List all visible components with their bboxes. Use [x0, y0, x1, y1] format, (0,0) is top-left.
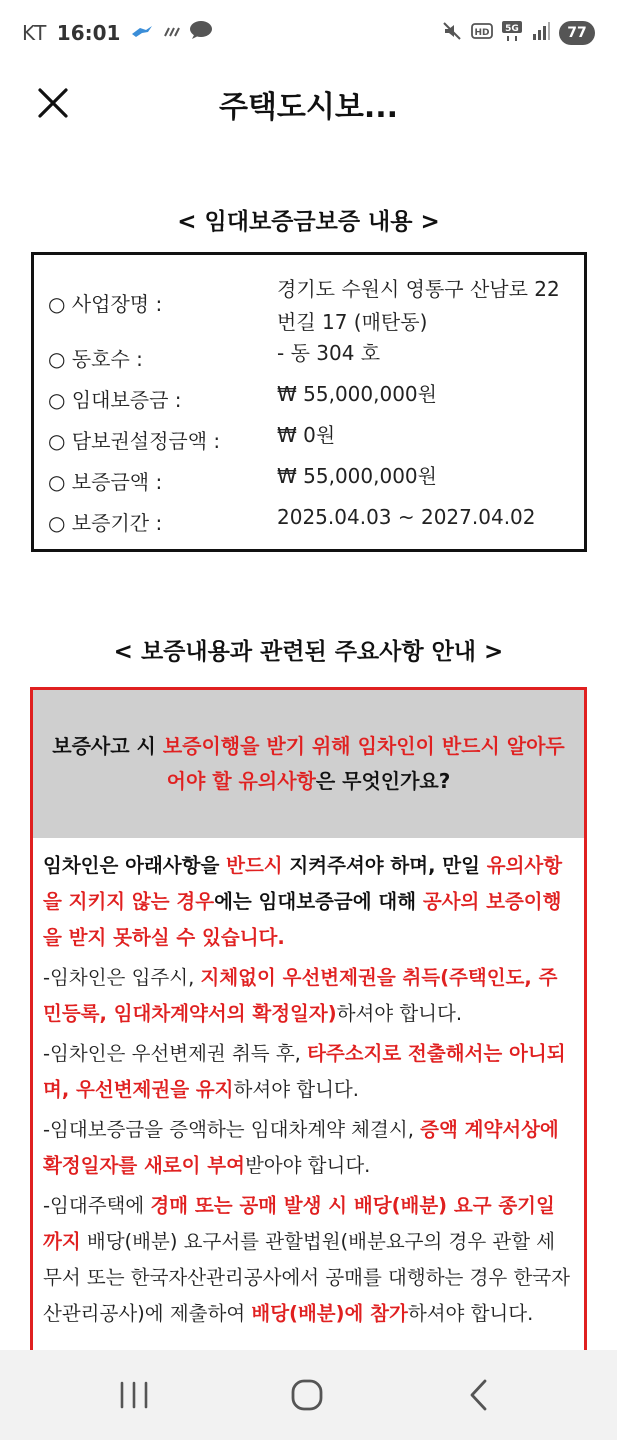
- question-highlight: 보증이행을 받기 위해 임차인이 반드시 알아두어야 할 유의사항: [162, 734, 565, 793]
- home-icon: [290, 1378, 324, 1412]
- app-notification-icon: [130, 21, 154, 45]
- info-value: 경기도 수원시 영통구 산남로 22번길 17 (매탄동): [277, 277, 560, 334]
- carrier-label: KT: [22, 20, 47, 45]
- info-value: - 동 304 호: [277, 341, 381, 365]
- chat-bubble-icon: [188, 20, 214, 45]
- info-label: ○ 담보권설정금액 :: [48, 429, 221, 453]
- back-icon: [465, 1378, 495, 1412]
- notice-item: -임차인은 입주시, 지체없이 우선변제권을 취득(주택인도, 주민등록, 임대차계약서의 확정일자)하셔야 합니다.: [43, 966, 558, 1025]
- recent-apps-button[interactable]: [104, 1372, 164, 1418]
- hd-voice-icon: [471, 22, 493, 44]
- guarantee-section-heading: < 임대보증금보증 내용 >: [177, 209, 440, 235]
- signal-icon: [531, 21, 551, 45]
- info-label: ○ 임대보증금 :: [48, 388, 182, 412]
- guarantee-info-box: [31, 252, 587, 552]
- info-value: ₩ 0원: [277, 423, 336, 447]
- page-title: 주택도시보...: [218, 90, 399, 125]
- app-header: [0, 68, 617, 140]
- info-label: ○ 보증금액 :: [48, 470, 163, 494]
- svg-text:HD: HD: [474, 28, 490, 38]
- status-bar: [0, 0, 617, 68]
- notice-section-heading: < 보증내용과 관련된 주요사항 안내 >: [113, 639, 504, 665]
- info-value: ₩ 55,000,000원: [277, 464, 437, 488]
- recent-apps-icon: [117, 1380, 151, 1410]
- notice-question: [33, 690, 584, 838]
- notice-body: [33, 838, 584, 1336]
- notice-intro: 임차인은 아래사항을 반드시 지켜주셔야 하며, 만일 유의사항을 지키지 않는 경우에는 임대보증금에 대해 공사의 보증이행을 받지 못하실 수 있습니다.: [43, 854, 563, 949]
- network-5g-icon: [501, 20, 523, 46]
- info-value: ₩ 55,000,000원: [277, 382, 437, 406]
- mute-icon: [441, 20, 463, 46]
- rain-icon: [160, 21, 182, 45]
- notice-item: -임대주택에 경매 또는 공매 발생 시 배당(배분) 요구 종기일까지 배당(배분) 요구서를 관할법원(배분요구의 경우 관할 세무서 또는 한국자산관리공사에서 공매를 대행하는 경우 한국자산관리공사)에 제출하여 배당(배분)에 참가하셔야 합니다.: [43, 1194, 570, 1325]
- notice-box: [30, 687, 587, 1407]
- info-label: ○ 사업장명 :: [48, 292, 163, 316]
- info-value: 2025.04.03 ~ 2027.04.02: [277, 505, 536, 529]
- notice-item: -임대보증금을 증액하는 임대차계약 체결시, 증액 계약서상에 확정일자를 새로이 부여받아야 합니다.: [43, 1118, 559, 1177]
- home-button[interactable]: [277, 1372, 337, 1418]
- clock: 16:01: [56, 20, 121, 45]
- question-text: 은 무엇인가요?: [315, 769, 451, 793]
- svg-text:5G: 5G: [505, 24, 519, 34]
- question-text: 보증사고 시: [52, 734, 163, 758]
- system-nav-bar: [0, 1350, 617, 1440]
- back-button[interactable]: [450, 1372, 510, 1418]
- info-label: ○ 동호수 :: [48, 347, 143, 371]
- info-label: ○ 보증기간 :: [48, 511, 163, 535]
- notice-item: -임차인은 우선변제권 취득 후, 타주소지로 전출해서는 아니되며, 우선변제권을 유지하셔야 합니다.: [43, 1042, 566, 1101]
- battery-icon: 77: [559, 21, 595, 45]
